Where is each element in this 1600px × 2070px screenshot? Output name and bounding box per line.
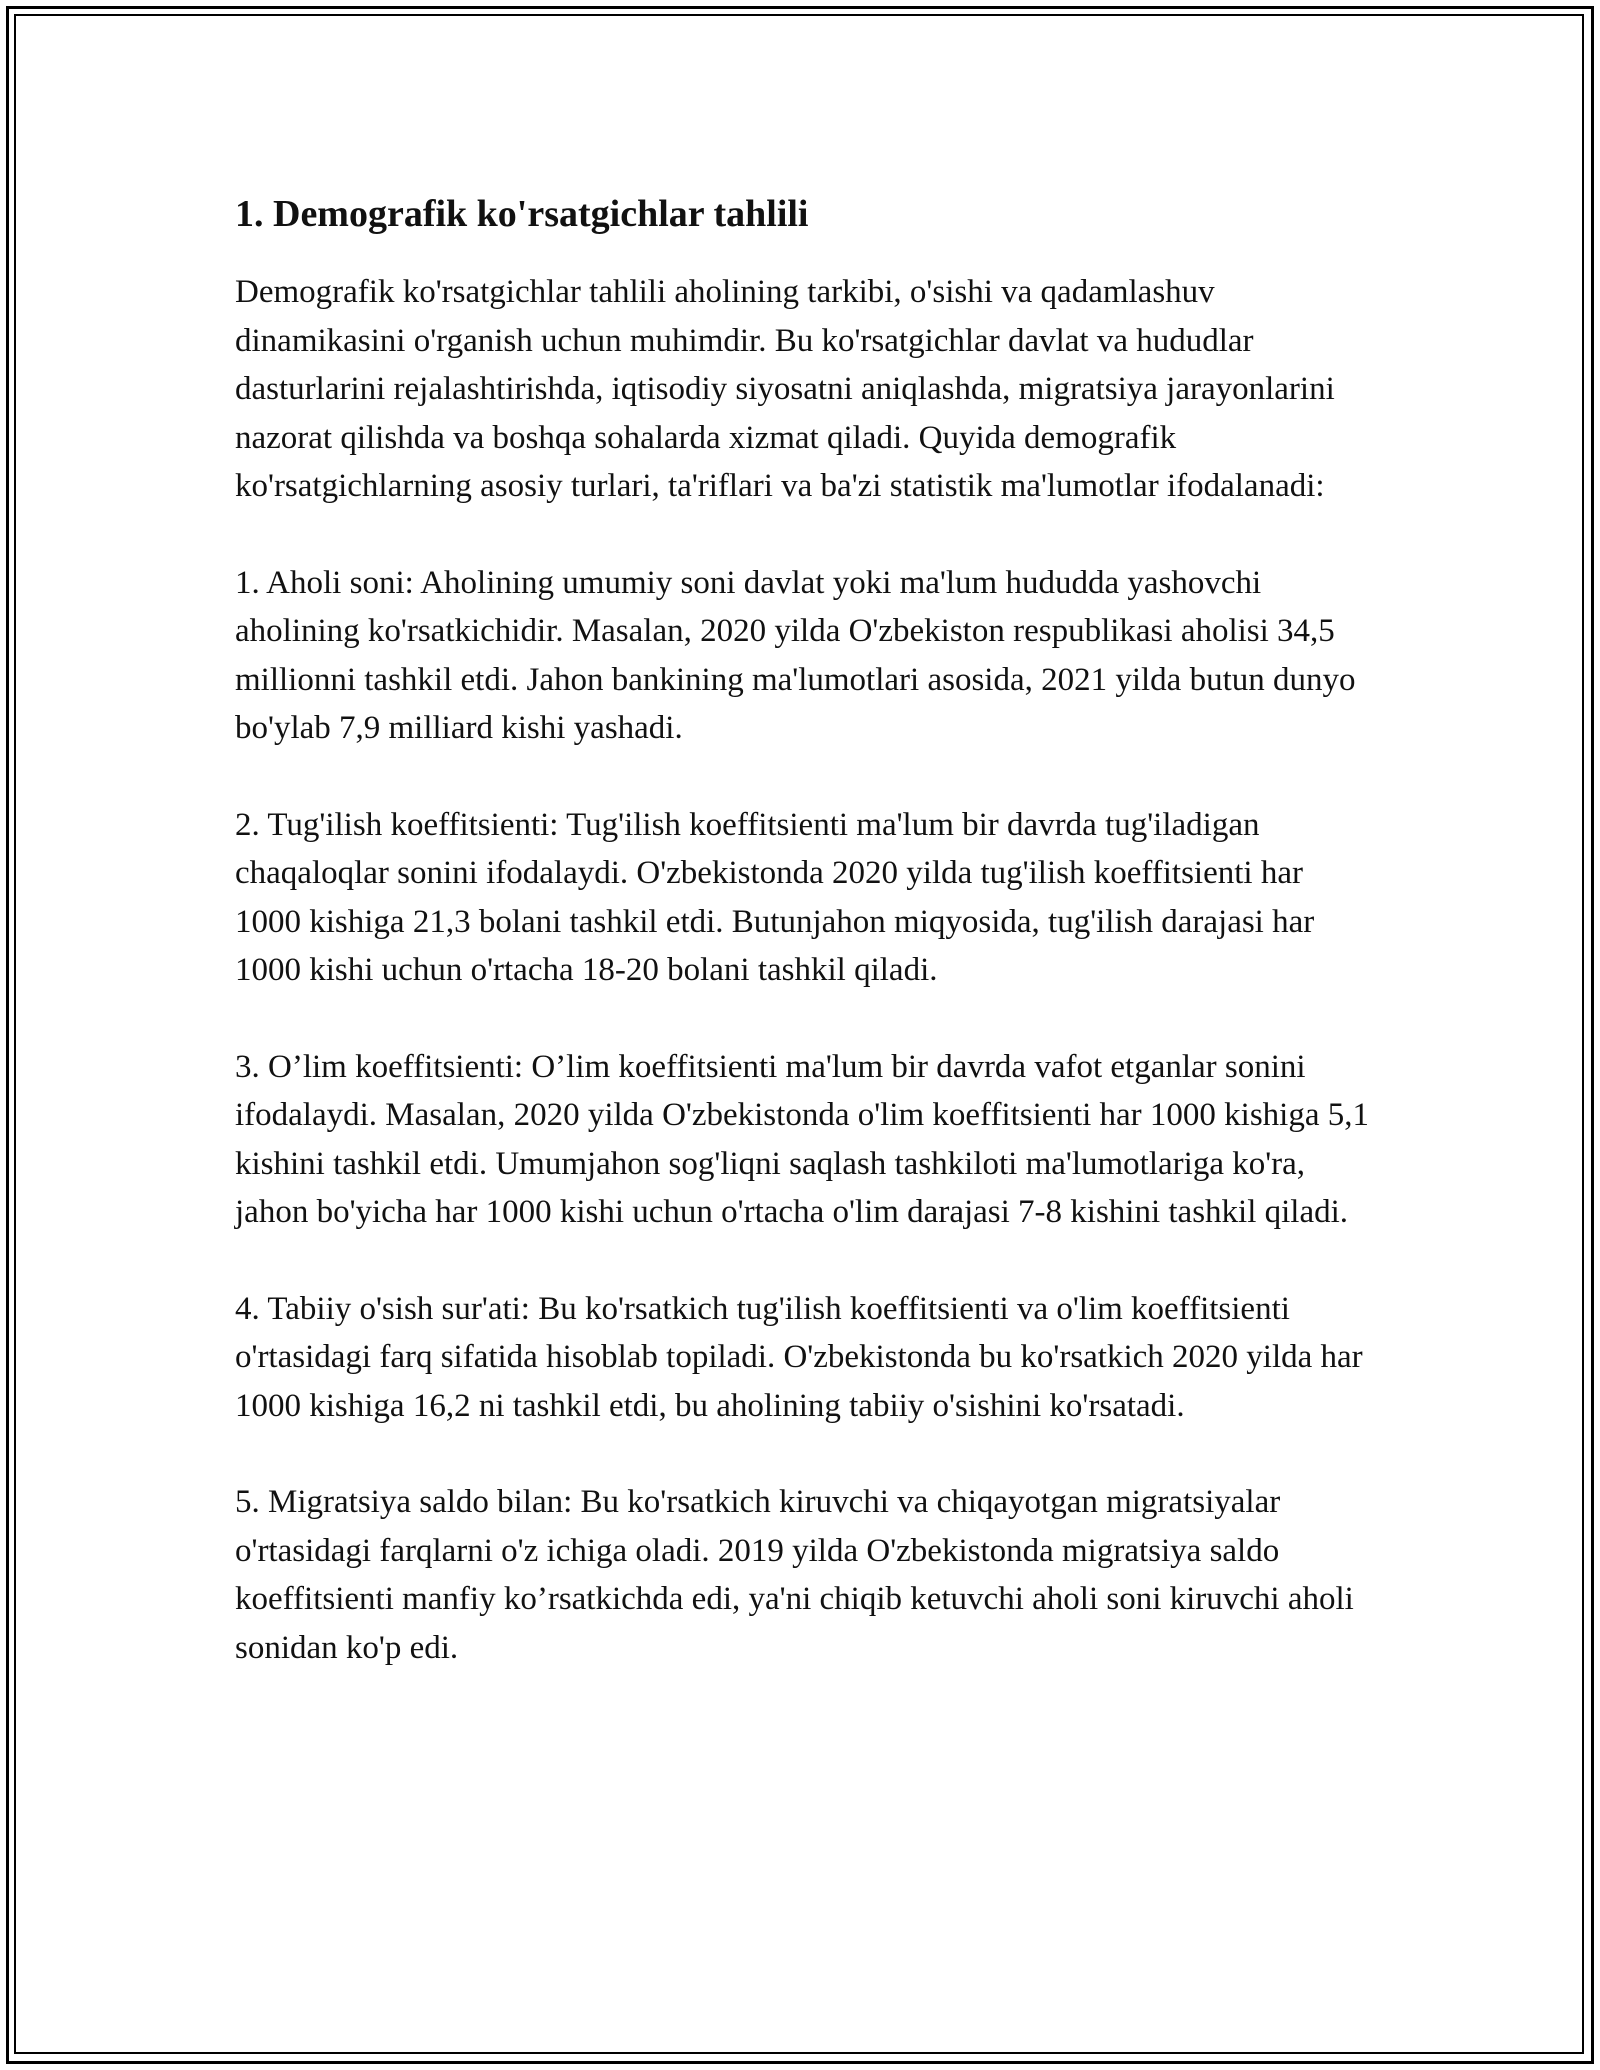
- paragraph-migration: 5. Migratsiya saldo bilan: Bu ko'rsatkich kiruvchi va chiqayotgan migratsiyalar o'rtasidagi farqlarni o'z ichiga oladi. 2019 yilda O'zbekistonda migratsiya saldo koeffitsienti manfiy ko’rsatkichda edi, ya'ni chiqib ketuvchi aholi soni kiruvchi aholi sonidan ko'p edi.: [235, 1484, 1354, 1666]
- section-heading: 1. Demografik ko'rsatgichlar tahlili: [235, 193, 809, 235]
- paragraph-population: 1. Aholi soni: Aholining umumiy soni davlat yoki ma'lum hududda yashovchi aholining ko'rsatkichidir. Masalan, 2020 yilda O'zbekiston respublikasi aholisi 34,5 millionni tashkil etdi. Jahon bankining ma'lumotlari asosida, 2021 yilda butun dunyo bo'ylab 7,9 milliard kishi yashadi.: [235, 564, 1356, 746]
- paragraph-death-rate: 3. O’lim koeffitsienti: O’lim koeffitsienti ma'lum bir davrda vafot etganlar sonini ifodalaydi. Masalan, 2020 yilda O'zbekistonda o'lim koeffitsienti har 1000 kishiga 5,1 kishini tashkil etdi. Umumjahon sog'liqni saqlash tashkiloti ma'lumotlariga ko'ra, jahon bo'yicha har 1000 kishi uchun o'rtacha o'lim darajasi 7-8 kishini tashkil qiladi.: [235, 1048, 1369, 1230]
- document-body: [235, 190, 1375, 1720]
- intro-paragraph: Demografik ko'rsatgichlar tahlili aholining tarkibi, o'sishi va qadamlashuv dinamikasini o'rganish uchun muhimdir. Bu ko'rsatgichlar davlat va hududlar dasturlarini rejalashtirishda, iqtisodiy siyosatni aniqlashda, migratsiya jarayonlarini nazorat qilishda va boshqa sohalarda xizmat qiladi. Quyida demografik ko'rsatgichlarning asosiy turlari, ta'riflari va ba'zi statistik ma'lumotlar ifodalanadi:: [235, 274, 1335, 504]
- paragraph-natural-growth: 4. Tabiiy o'sish sur'ati: Bu ko'rsatkich tug'ilish koeffitsienti va o'lim koeffitsienti o'rtasidagi farq sifatida hisoblab topiladi. O'zbekistonda bu ko'rsatkich 2020 yilda har 1000 kishiga 16,2 ni tashkil etdi, bu aholining tabiiy o'sishini ko'rsatadi.: [235, 1290, 1363, 1424]
- paragraph-birth-rate: 2. Tug'ilish koeffitsienti: Tug'ilish koeffitsienti ma'lum bir davrda tug'iladigan chaqaloqlar sonini ifodalaydi. O'zbekistonda 2020 yilda tug'ilish koeffitsienti har 1000 kishiga 21,3 bolani tashkil etdi. Butunjahon miqyosida, tug'ilish darajasi har 1000 kishi uchun o'rtacha 18-20 bolani tashkil qiladi.: [235, 806, 1315, 988]
